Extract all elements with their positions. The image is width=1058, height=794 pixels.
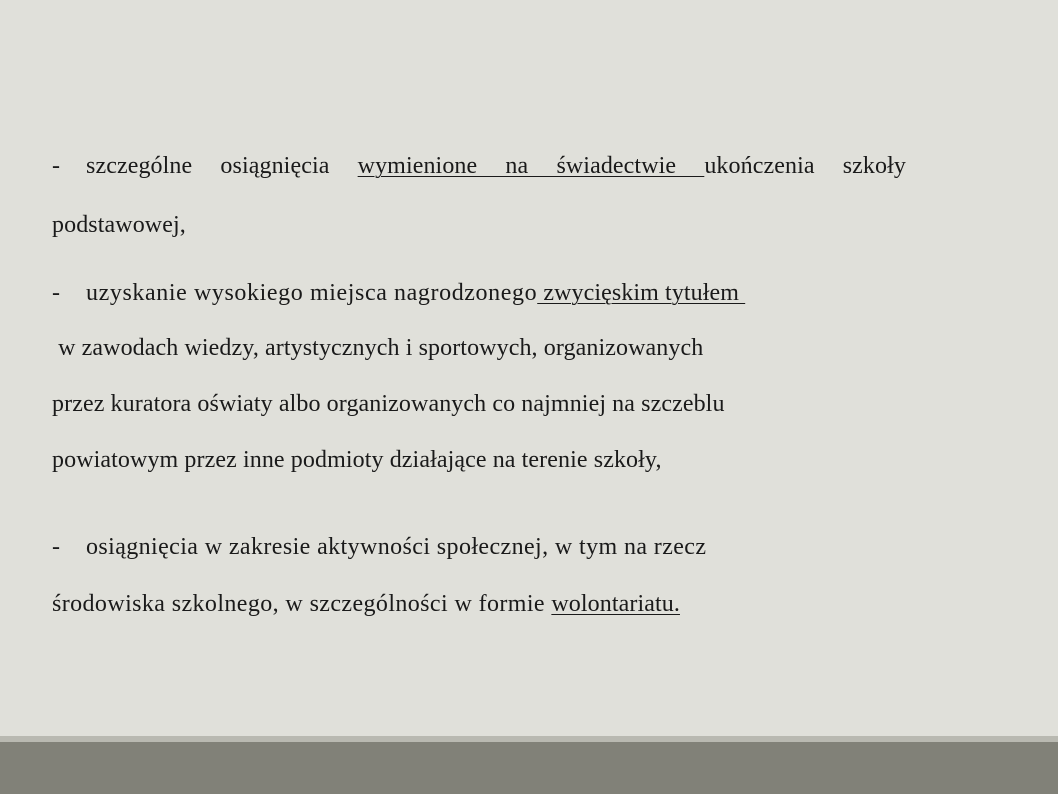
bullet2-text-pre: uzyskanie wysokiego miejsca nagrodzonego bbox=[86, 280, 538, 306]
bullet3-dash: - bbox=[52, 534, 61, 560]
bullet1-dash: - bbox=[52, 153, 61, 179]
bullet3-line2 bbox=[52, 590, 680, 618]
bullet1-line2: podstawowej, bbox=[52, 212, 186, 238]
bullet2-line3: przez kuratora oświaty albo organizowanych co najmniej na szczeblu bbox=[52, 391, 725, 417]
bullet3-text: osiągnięcia w zakresie aktywności społecznej, w tym na rzecz bbox=[86, 534, 707, 560]
bullet3-underlined-text: wolontariatu. bbox=[551, 591, 680, 617]
bullet3-text-pre: środowiska szkolnego, w szczególności w formie bbox=[52, 591, 552, 617]
bottom-footer-band bbox=[0, 742, 1058, 794]
bullet1-line1 bbox=[52, 152, 906, 180]
bullet1-text-post: ukończenia szkoły bbox=[704, 153, 907, 179]
bullet2-line4: powiatowym przez inne podmioty działające na terenie szkoły, bbox=[52, 447, 662, 473]
bullet2-line2: w zawodach wiedzy, artystycznych i sportowych, organizowanych bbox=[52, 335, 704, 361]
bullet3-line1 bbox=[52, 533, 706, 561]
bullet2-underlined-text: zwycięskim tytułem bbox=[537, 280, 746, 306]
bullet1-text-pre: szczególne osiągnięcia bbox=[86, 153, 358, 179]
bullet2-dash: - bbox=[52, 280, 61, 306]
bullet1-underlined-text: wymienione na świadectwie bbox=[357, 153, 705, 179]
bullet2-line1 bbox=[52, 279, 745, 307]
